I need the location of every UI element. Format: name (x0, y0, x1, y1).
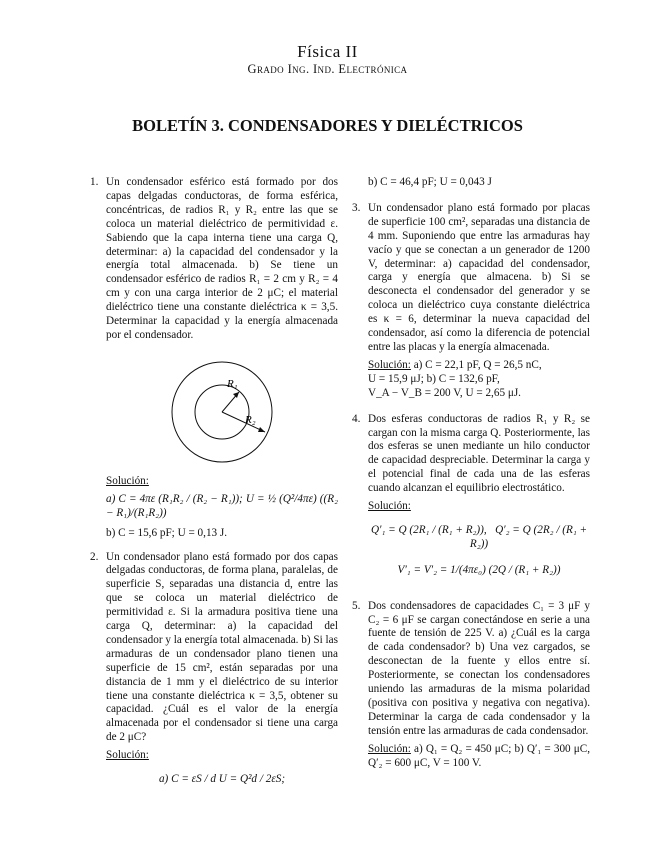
radius-r1-arrowhead (233, 392, 239, 398)
solution-5 (368, 743, 590, 771)
solution-4-q1: Q′₁ = Q (2R₁ / (R₁ + R₂)), (370, 523, 487, 536)
problem-4 (352, 413, 590, 578)
problem-number: 1. (90, 176, 99, 188)
problem-1 (90, 176, 338, 541)
problem-statement: Un condensador plano está formado por placas de superficie 100 cm², separadas una distancia de 4 mm. Suponiendo que entre las armaduras hay vacío y que se conectan a un generador de 1200 V, determinar: a) capacidad del condensador, carga y energía que almacena. b) Si se desconecta el condensador del generador y se coloca un dieléctrico cuya constante dieléctrica es κ = 6, determinar la nueva capacidad del condensador, así como la diferencia de potencial entre las placas y la energía almacenada. (368, 201, 590, 353)
solution-1b: b) C = 15,6 pF; U = 0,13 J. (106, 526, 228, 539)
solution-3-line-2: U = 15,9 μJ; b) C = 132,6 pF, (368, 372, 500, 385)
solution-4-potential: V′₁ = V′₂ = 1/(4πε₀) (2Q / (R₁ + R₂)) (397, 563, 561, 576)
solution-label: Solución: (368, 358, 411, 371)
bulletin-title: BOLETÍN 3. CONDENSADORES Y DIELÉCTRICOS (132, 116, 523, 135)
problem-2 (90, 551, 338, 788)
solution-2 (106, 749, 338, 787)
solution-2b: b) C = 46,4 pF; U = 0,043 J (368, 176, 492, 188)
problem-statement: Dos condensadores de capacidades C₁ = 3 μF y C₂ = 6 μF se cargan conectándose en serie a una fuente de tensión de 225 V. a) ¿Cuál es la carga de cada condensador? b) Una vez cargados, se desconectan de la fuente y ellos entre sí. Posteriormente, se conectan los condensadores uniendo las armaduras de la misma polaridad (positiva con positiva y negativa con negativa). Determinar la carga de cada condensador y la tensión entre las armaduras de cada condensador. (368, 599, 590, 737)
solution-2a: a) C = εS / d U = Q²d / 2εS; (158, 773, 286, 786)
solution-5-text: a) Q₁ = Q₂ = 450 μC; b) Q′₁ = 300 μC, Q′₂ = 600 μC, V = 100 V. (368, 742, 591, 769)
right-column (352, 176, 590, 779)
left-column (90, 176, 338, 795)
solution-label: Solución: (368, 500, 411, 513)
label-r2: R₂ (245, 413, 256, 426)
solution-label: Solución: (106, 749, 149, 762)
solution-label: Solución: (106, 474, 149, 487)
course-title: Física II (297, 42, 358, 61)
problem-statement: Dos esferas conductoras de radios R₁ y R₂ se cargan con la misma carga Q. Posteriormente, las dos esferas se unen mediante un hilo conductor de capacidad despreciable. Determinar la carga y el potencial final de cada una de las esferas cuando alcanzan el equilibrio electrostático. (368, 412, 590, 495)
solution-4-q2: Q′₂ = Q (2R₂ / (R₁ + R₂)) (469, 523, 588, 550)
problem-number: 3. (352, 201, 361, 214)
problem-number: 5. (352, 599, 361, 612)
spherical-capacitor-figure (167, 357, 277, 467)
problem-number: 4. (352, 412, 361, 425)
label-r1: R₁ (227, 377, 238, 390)
solution-1a: a) C = 4πε (R₁R₂ / (R₂ − R₁)); U = ½ (Q²/4πε) ((R₂ − R₁)/(R₁R₂)) (106, 492, 338, 519)
problem-3 (352, 202, 590, 401)
solution-3-line-1: a) C = 22,1 pF, Q = 26,5 nC, (413, 358, 542, 371)
problem-statement: Un condensador esférico está formado por dos capas delgadas conductoras, de forma esférica, concéntricas, de radios R₁ y R₂ entre las que se coloca un material dieléctrico de permitividad ε. Sabiendo que la capa interna tiene una carga Q, determinar: a) la capacidad del condensador y la energía total almacenada. b) Se tiene un condensador esférico de radios R₁ = 2 cm y R₂ = 4 cm y con una carga interior de 2 μC; el material dieléctrico tiene una constante dieléctrica κ = 3,5. Determinar la capacidad y la energía almacenada por el condensador. (106, 176, 338, 341)
solution-4-charges (368, 524, 590, 552)
solution-3-line-3: V_A − V_B = 200 V, U = 2,65 μJ. (368, 386, 521, 399)
problem-number: 2. (90, 550, 99, 563)
solution-4 (368, 500, 590, 578)
problem-5 (352, 600, 590, 771)
problem-statement: Un condensador plano está formado por dos capas delgadas conductoras, de forma plana, paralelas, de superficie S, separadas una distancia d, entre las que se coloca un material dieléctrico de permitividad ε. Si la armadura positiva tiene una carga Q, determinar: a) la capacidad del condensador y la energía total almacenada. b) Si las armaduras de un condensador plano tienen una superficie de 15 cm², están separadas por una distancia de 1 mm y el dieléctrico de su interior tiene una constante dieléctrica κ = 3,5, obtener su capacidad. ¿Cuál es el valor de la energía almacenada por el condensador si tiene una carga de 2 μC? (106, 550, 338, 744)
solution-3 (368, 359, 590, 401)
radius-r2-arrowhead (258, 427, 265, 432)
solution-1 (106, 475, 338, 541)
solution-label: Solución: (368, 742, 411, 755)
degree-subtitle: Grado Ing. Ind. Electrónica (247, 62, 408, 76)
